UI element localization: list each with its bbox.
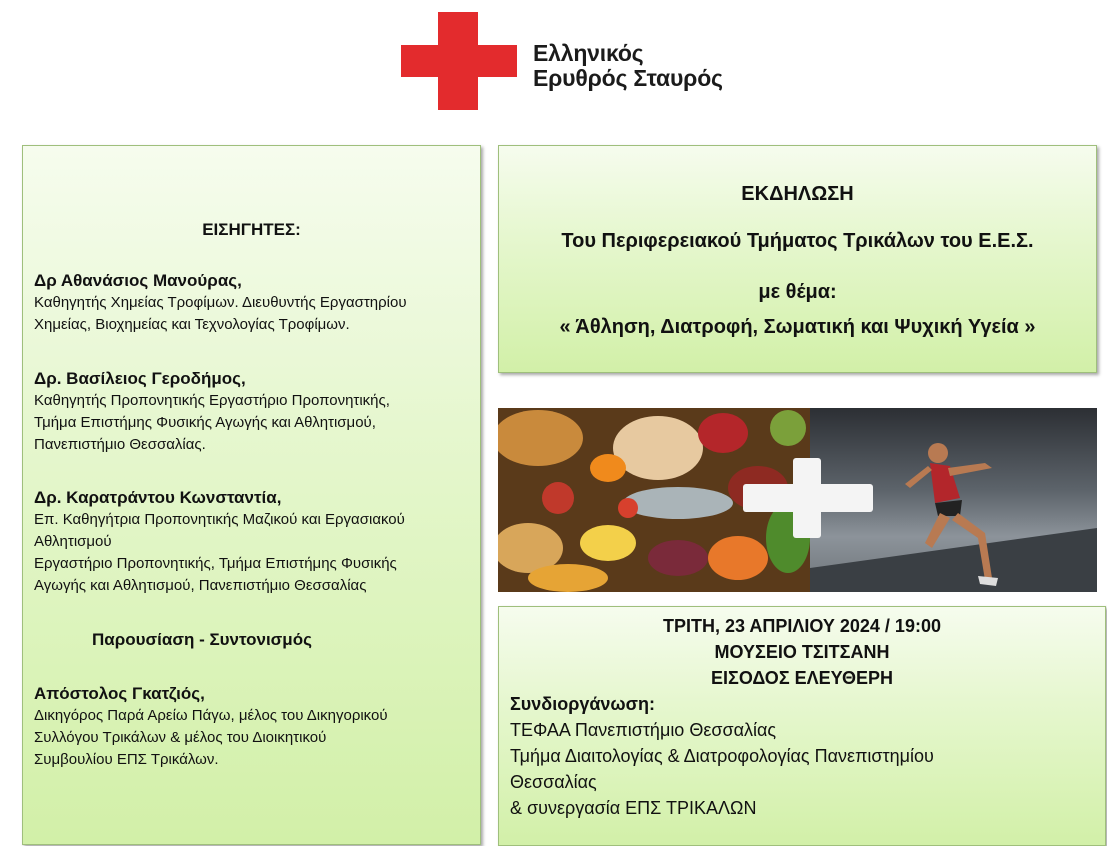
plus-icon — [743, 458, 873, 538]
event-panel — [498, 145, 1097, 373]
moderator-desc-line: Δικηγόρος Παρά Αρείω Πάγω, μέλος του Δικηγορικού — [34, 707, 388, 724]
speaker-desc-line: Επ. Καθηγήτρια Προπονητικής Μαζικού και Εργασιακού — [34, 511, 405, 528]
speaker-desc-line: Αγωγής και Αθλητισμού, Πανεπιστήμιο Θεσσαλίας — [34, 577, 367, 594]
event-theme-label: με θέμα: — [758, 281, 837, 303]
food-and-athlete-image — [498, 408, 1097, 592]
speaker-desc-line: Εργαστήριο Προπονητικής, Τμήμα Επιστήμης Φυσικής — [34, 555, 397, 572]
moderator-desc-line: Συμβουλίου ΕΠΣ Τρικάλων. — [34, 751, 219, 768]
event-title: ΕΚΔΗΛΩΣΗ — [741, 183, 854, 205]
coorganization-line: ΤΕΦΑΑ Πανεπιστήμιο Θεσσαλίας — [510, 720, 777, 740]
speaker-name: Δρ. Καρατράντου Κωνσταντία, — [34, 488, 282, 507]
speaker-1 — [34, 270, 474, 336]
logo-line-2: Ερυθρός Σταυρός — [533, 65, 723, 91]
moderator-desc-line: Συλλόγου Τρικάλων & μέλος του Διοικητικού — [34, 729, 327, 746]
speaker-desc-line: Πανεπιστήμιο Θεσσαλίας. — [34, 436, 206, 453]
moderation-heading: Παρουσίαση - Συντονισμός — [92, 630, 312, 649]
speaker-desc-line: Αθλητισμού — [34, 533, 112, 550]
speaker-name: Δρ Αθανάσιος Μανούρας, — [34, 271, 242, 290]
speaker-desc-line: Χημείας, Βιοχημείας και Τεχνολογίας Τροφίμων. — [34, 316, 350, 333]
red-cross-icon — [401, 12, 517, 110]
speakers-panel — [22, 145, 481, 845]
coorganization-label: Συνδιοργάνωση: — [510, 694, 655, 714]
event-datetime: ΤΡΙΤΗ, 23 ΑΠΡΙΛΙΟΥ 2024 / 19:00 — [663, 616, 941, 636]
event-entry: ΕΙΣΟΔΟΣ ΕΛΕΥΘΕΡΗ — [711, 668, 893, 688]
event-venue: ΜΟΥΣΕΙΟ ΤΣΙΤΣΑΝΗ — [714, 642, 890, 662]
details-panel — [498, 606, 1106, 846]
moderator — [34, 683, 474, 771]
speaker-3 — [34, 487, 474, 597]
speaker-2 — [34, 368, 474, 456]
speakers-heading: ΕΙΣΗΓΗΤΕΣ: — [202, 220, 301, 239]
speaker-desc-line: Καθηγητής Προπονητικής Εργαστήριο Προπονητικής, — [34, 392, 390, 409]
red-cross-logo — [401, 12, 746, 110]
speaker-name: Δρ. Βασίλειος Γεροδήμος, — [34, 369, 246, 388]
moderator-name: Απόστολος Γκατζιός, — [34, 684, 205, 703]
event-organizer: Του Περιφερειακού Τμήματος Τρικάλων του Ε.Ε.Σ. — [561, 230, 1034, 252]
coorganization-line: Θεσσαλίας — [510, 772, 597, 792]
speaker-desc-line: Τμήμα Επιστήμης Φυσικής Αγωγής και Αθλητισμού, — [34, 414, 376, 431]
logo-wordmark — [533, 41, 723, 91]
speaker-desc-line: Καθηγητής Χημείας Τροφίμων. Διευθυντής Εργαστηρίου — [34, 294, 407, 311]
coorganization-line: Τμήμα Διαιτολογίας & Διατροφολογίας Πανεπιστημίου — [510, 746, 934, 766]
logo-line-1: Ελληνικός — [533, 40, 644, 66]
event-theme: « Άθληση, Διατροφή, Σωματική και Ψυχική Υγεία » — [559, 316, 1036, 338]
coorganization-line: & συνεργασία ΕΠΣ ΤΡΙΚΑΛΩΝ — [510, 798, 757, 818]
